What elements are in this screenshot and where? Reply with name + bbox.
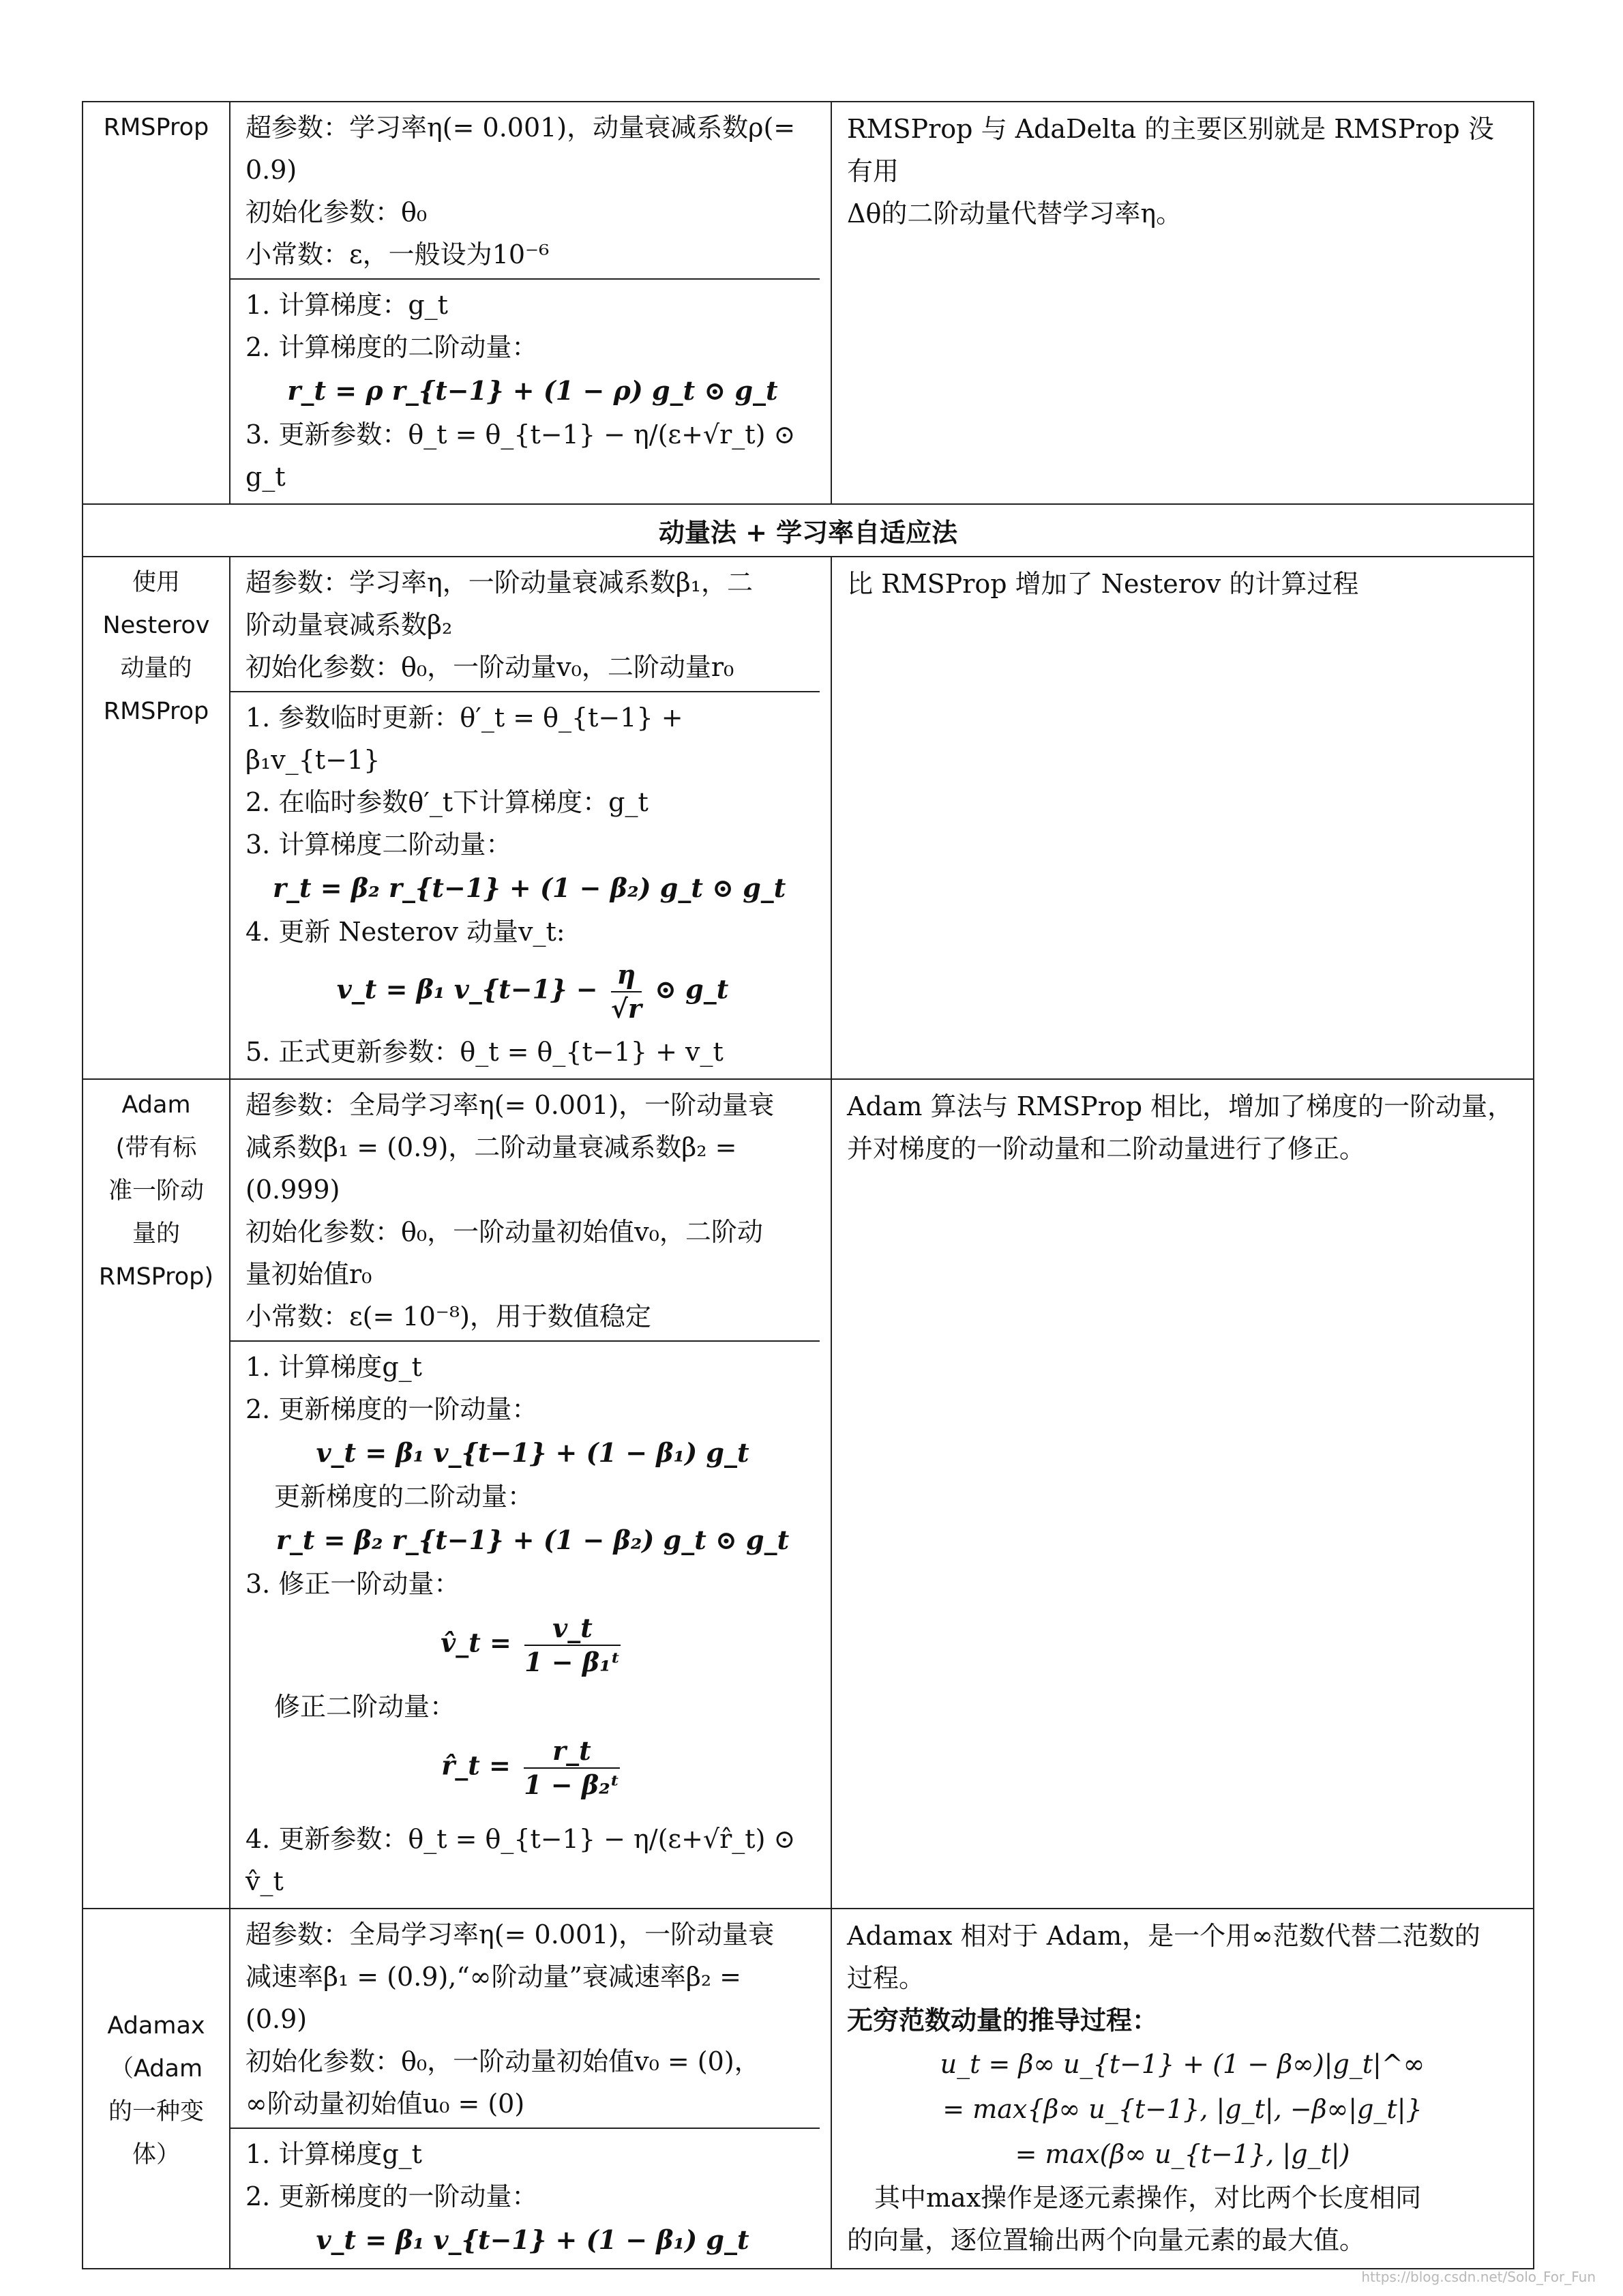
equation: r_t = β₂ r_{t−1} + (1 − β₂) g_t ⊙ g_t — [276, 1525, 790, 1555]
algo-cell — [230, 557, 831, 1079]
algo-name: Adamax （Adam 的一种变 体） — [83, 1909, 230, 2269]
steps: 1. 参数临时更新：θ′_t = θ_{t−1} + β₁v_{t−1} 2. 在临时参数θ′_t下计算梯度：g_t 3. 计算梯度二阶动量： r_t = β₂ r_{t−1} + (1 − β₂) g_t ⊙ g_t 4. 更新 Nesterov 动量v_t: v_t = β₁ v_{t−1} − $\frac{\eta}{√r}$ ⊙ g_t 5. 正式更新参数：θ_t = θ_{t−1} + v_t — [230, 692, 831, 1078]
equation: = max(β∞ u_{t−1}, |g_t|) — [1015, 2139, 1350, 2169]
hyperparams: 超参数：学习率η，一阶动量衰减系数β₁，二 阶动量衰减系数β₂ 初始化参数：θ₀，一阶动量v₀，二阶动量r₀ — [230, 557, 820, 692]
note-cell: Adam 算法与 RMSProp 相比，增加了梯度的一阶动量， 并对梯度的一阶动量和二阶动量进行了修正。 — [831, 1079, 1534, 1909]
equation: v̂_t = $\frac{v\_t}{\text{1 − β₁ᵗ}}$ — [441, 1613, 621, 1677]
algo-cell — [230, 102, 831, 504]
fraction: $\frac{v\_t}{\text{1 − β₁ᵗ}}$ — [524, 1613, 621, 1677]
note-cell: RMSProp 与 AdaDelta 的主要区别就是 RMSProp 没有用 Δθ的二阶动量代替学习率η。 — [831, 102, 1534, 504]
steps: 1. 计算梯度g_t 2. 更新梯度的一阶动量： v_t = β₁ v_{t−1} + (1 − β₁) g_t — [230, 2129, 831, 2268]
equation: = max{β∞ u_{t−1}, |g_t|, −β∞|g_t|} — [942, 2094, 1423, 2124]
equation: v_t = β₁ v_{t−1} + (1 − β₁) g_t — [316, 1437, 749, 1468]
watermark: https://blog.csdn.net/Solo_For_Fun — [1361, 2269, 1596, 2285]
steps: 1. 计算梯度g_t 2. 更新梯度的一阶动量： v_t = β₁ v_{t−1} + (1 − β₁) g_t 更新梯度的二阶动量： r_t = β₂ r_{t−1} + (1 − β₂) g_t ⊙ g_t 3. 修正一阶动量： v̂_t = $\frac{v\_t}{\text{1 − β₁ᵗ}}$ 修正二阶动量： r̂_t = $\frac{r\_t}{\text{1 − β₂ᵗ}}$ 4. 更新参数：θ_t = θ_{t−1} − η/(ε+√r̂_t) ⊙ v̂_t — [230, 1342, 831, 1908]
derivation-title: 无穷范数动量的推导过程： — [847, 2005, 1159, 2035]
note-cell: 比 RMSProp 增加了 Nesterov 的计算过程 — [831, 557, 1534, 1079]
equation: r_t = β₂ r_{t−1} + (1 − β₂) g_t ⊙ g_t — [273, 872, 786, 903]
algo-cell — [230, 1079, 831, 1909]
hyperparams: 超参数：学习率η(= 0.001)，动量衰减系数ρ(= 0.9) 初始化参数：θ₀ 小常数：ε，一般设为10⁻⁶ — [230, 102, 820, 280]
fraction: $\frac{\eta}{√r}$ — [610, 959, 642, 1024]
steps: 1. 计算梯度：g_t 2. 计算梯度的二阶动量： r_t = ρ r_{t−1} + (1 − ρ) g_t ⊙ g_t 3. 更新参数：θ_t = θ_{t−1} − η/(ε+√r_t) ⊙ g_t — [230, 280, 831, 503]
equation: r_t = ρ r_{t−1} + (1 − ρ) g_t ⊙ g_t — [287, 375, 778, 406]
algo-name: RMSProp — [83, 102, 230, 504]
equation: u_t = β∞ u_{t−1} + (1 − β∞)|g_t|^∞ — [940, 2049, 1425, 2079]
row-adamax — [83, 1909, 1534, 2269]
hyperparams: 超参数：全局学习率η(= 0.001)，一阶动量衰 减系数β₁ = (0.9)，二阶动量衰减系数β₂ = (0.999) 初始化参数：θ₀，一阶动量初始值v₀，二阶动 量初始值r₀ 小常数：ε(= 10⁻⁸)，用于数值稳定 — [230, 1080, 820, 1342]
fraction: $\frac{r\_t}{\text{1 − β₂ᵗ}}$ — [524, 1735, 620, 1800]
row-adam — [83, 1079, 1534, 1909]
algo-cell — [230, 1909, 831, 2269]
algo-name: Adam (带有标 准一阶动 量的 RMSProp) — [83, 1079, 230, 1909]
row-rmsprop — [83, 102, 1534, 504]
equation: v_t = β₁ v_{t−1} + (1 − β₁) g_t — [316, 2224, 749, 2255]
equation: v_t = β₁ v_{t−1} − $\frac{\eta}{√r}$ ⊙ g_t — [336, 959, 729, 1024]
algo-name: 使用 Nesterov 动量的 RMSProp — [83, 557, 230, 1079]
equation: r̂_t = $\frac{r\_t}{\text{1 − β₂ᵗ}}$ — [441, 1735, 620, 1800]
optimizer-table — [82, 101, 1534, 2269]
section-header: 动量法 + 学习率自适应法 — [83, 504, 1534, 557]
row-nesterov-rmsprop — [83, 557, 1534, 1079]
row-section-header — [83, 504, 1534, 557]
note-cell: Adamax 相对于 Adam，是一个用∞范数代替二范数的 过程。 无穷范数动量的推导过程： u_t = β∞ u_{t−1} + (1 − β∞)|g_t|^∞ = max{β∞ u_{t−1}, |g_t|, −β∞|g_t|} = max(β∞ u_{t−1}, |g_t|) 其中max操作是逐元素操作，对比两个长度相同 的向量，逐位置输出两个向量元素的最大值。 — [831, 1909, 1534, 2269]
hyperparams: 超参数：全局学习率η(= 0.001)，一阶动量衰 减速率β₁ = (0.9),“∞阶动量”衰减速率β₂ = (0.9) 初始化参数：θ₀，一阶动量初始值v₀ = (0)， ∞阶动量初始值u₀ = (0) — [230, 1909, 820, 2129]
